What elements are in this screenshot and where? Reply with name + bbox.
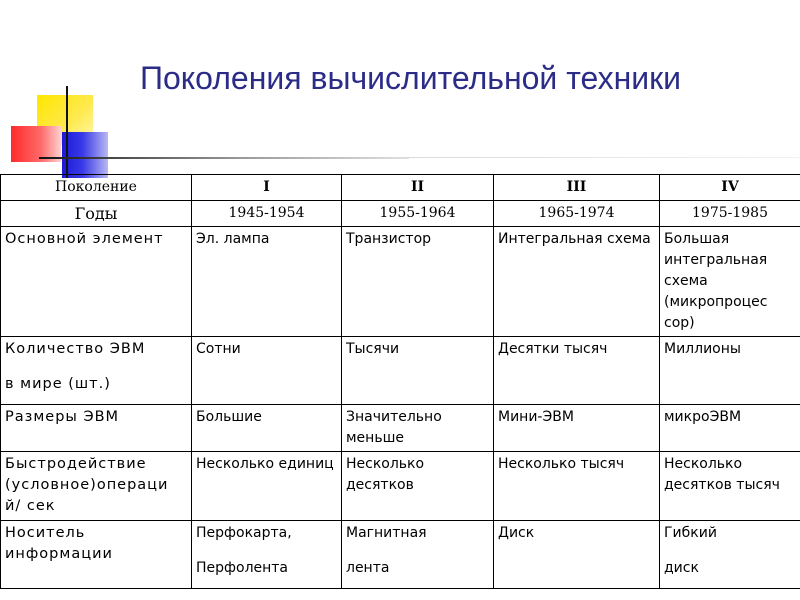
table-cell: Десятки тысяч — [494, 337, 660, 405]
years-cell: 1945-1954 — [192, 201, 342, 227]
row-label-computer-size: Размеры ЭВМ — [1, 405, 192, 452]
slide-title: Поколения вычислительной техники — [140, 60, 681, 96]
row-label-main-element: Основной элемент — [1, 227, 192, 337]
cell-line: диск — [664, 560, 699, 576]
table-cell: Сотни — [192, 337, 342, 405]
cell-line: Гибкий — [664, 525, 717, 541]
years-cell: 1955-1964 — [342, 201, 494, 227]
decor-horizontal-line — [39, 157, 409, 159]
cell-line: Диск — [498, 525, 535, 541]
cell-line: Перфолента — [196, 560, 289, 576]
years-cell: 1965-1974 — [494, 201, 660, 227]
table-cell: Интегральная схема — [494, 227, 660, 337]
decor-horizontal-line-fade — [405, 157, 800, 158]
table-cell: Несколько тысяч — [494, 452, 660, 521]
table-cell: Несколько десятков — [342, 452, 494, 521]
table-cell: Тысячи — [342, 337, 494, 405]
table-cell: Эл. лампа — [192, 227, 342, 337]
row-label-line: в мире (шт.) — [5, 376, 111, 392]
table-cell: Несколько единиц — [192, 452, 342, 521]
cell-line: Магнитная — [346, 525, 427, 541]
table-cell: Большие — [192, 405, 342, 452]
table-cell: Миллионы — [660, 337, 800, 405]
table-cell: Мини-ЭВМ — [494, 405, 660, 452]
generations-table — [0, 174, 800, 589]
header-generation-label: Поколение — [1, 175, 192, 201]
table-row — [1, 227, 800, 337]
decor-blue-square — [62, 132, 108, 178]
table-cell — [494, 521, 660, 589]
table-cell: Несколько десятков тысяч — [660, 452, 800, 521]
table-years-row — [1, 201, 800, 227]
header-generation-i: I — [192, 175, 342, 201]
table-cell — [660, 521, 800, 589]
table-row — [1, 521, 800, 589]
cell-line: Перфокарта, — [196, 525, 292, 541]
header-generation-iii: III — [494, 175, 660, 201]
table-cell: Транзистор — [342, 227, 494, 337]
row-label-speed: Быстродействие (условное)операци й/ сек — [1, 452, 192, 521]
table-cell: микроЭВМ — [660, 405, 800, 452]
table-cell — [342, 521, 494, 589]
cell-line: лента — [346, 560, 390, 576]
row-label-storage-media: Носитель информации — [1, 521, 192, 589]
row-label-computer-count — [1, 337, 192, 405]
table-header-row — [1, 175, 800, 201]
table-row — [1, 337, 800, 405]
decor-vertical-line — [66, 86, 68, 178]
header-years-label: Годы — [1, 201, 192, 227]
row-label-line: Количество ЭВМ — [5, 341, 146, 357]
table-row — [1, 452, 800, 521]
table-row — [1, 405, 800, 452]
years-cell: 1975-1985 — [660, 201, 800, 227]
header-generation-iv: IV — [660, 175, 800, 201]
header-generation-ii: II — [342, 175, 494, 201]
table-cell: Большая интегральная схема (микропроцес сор) — [660, 227, 800, 337]
table-cell — [192, 521, 342, 589]
table-cell: Значительно меньше — [342, 405, 494, 452]
